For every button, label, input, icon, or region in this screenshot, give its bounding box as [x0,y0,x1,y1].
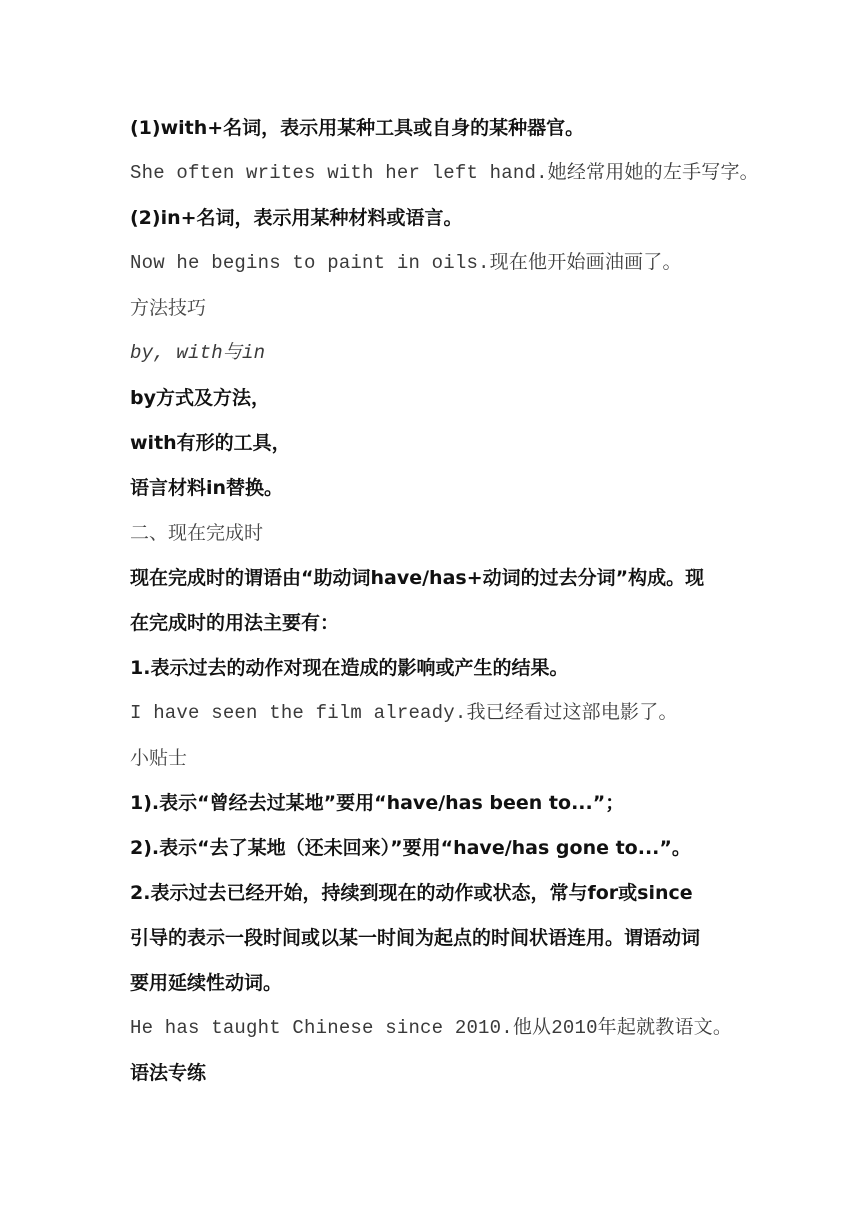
usage-2-line-1: 2.表示过去已经开始，持续到现在的动作或状态，常与for或since [130,882,693,904]
tip-line-by: by方式及方法， [130,387,270,409]
example-in: Now he begins to paint in oils.现在他开始画油画了。 [130,252,682,274]
note-gone-to: 2).表示“去了某地（还未回来）”要用“have/has gone to...”。 [130,837,691,859]
note-heading: 小贴士 [130,747,188,769]
usage-1: 1.表示过去的动作对现在造成的影响或产生的结果。 [130,657,569,679]
tip-line-in: 语言材料in替换。 [130,477,284,499]
present-perfect-definition-2: 在完成时的用法主要有： [130,612,340,634]
tip-line-with: with有形的工具， [130,432,291,454]
rule-in-noun: (2)in+名词，表示用某种材料或语言。 [130,207,463,229]
example-usage-2: He has taught Chinese since 2010.他从2010年起就教语文。 [130,1017,733,1039]
note-been-to: 1).表示“曾经去过某地”要用“have/has been to...”； [130,792,625,814]
usage-2-line-3: 要用延续性动词。 [130,972,283,994]
present-perfect-definition-1: 现在完成时的谓语由“助动词have/has+动词的过去分词”构成。现 [130,567,705,589]
grammar-practice-heading: 语法专练 [130,1062,207,1084]
example-with: She often writes with her left hand.她经常用她的左手写字。 [130,162,759,184]
rule-with-noun: (1)with+名词，表示用某种工具或自身的某种器官。 [130,117,585,139]
example-usage-1: I have seen the film already.我已经看过这部电影了。 [130,702,678,724]
section-heading-present-perfect: 二、现在完成时 [130,522,264,544]
usage-2-line-2: 引导的表示一段时间或以某一时间为起点的时间状语连用。谓语动词 [130,927,701,949]
tips-subtitle: by, with与in [130,342,266,364]
tips-heading: 方法技巧 [130,297,207,319]
